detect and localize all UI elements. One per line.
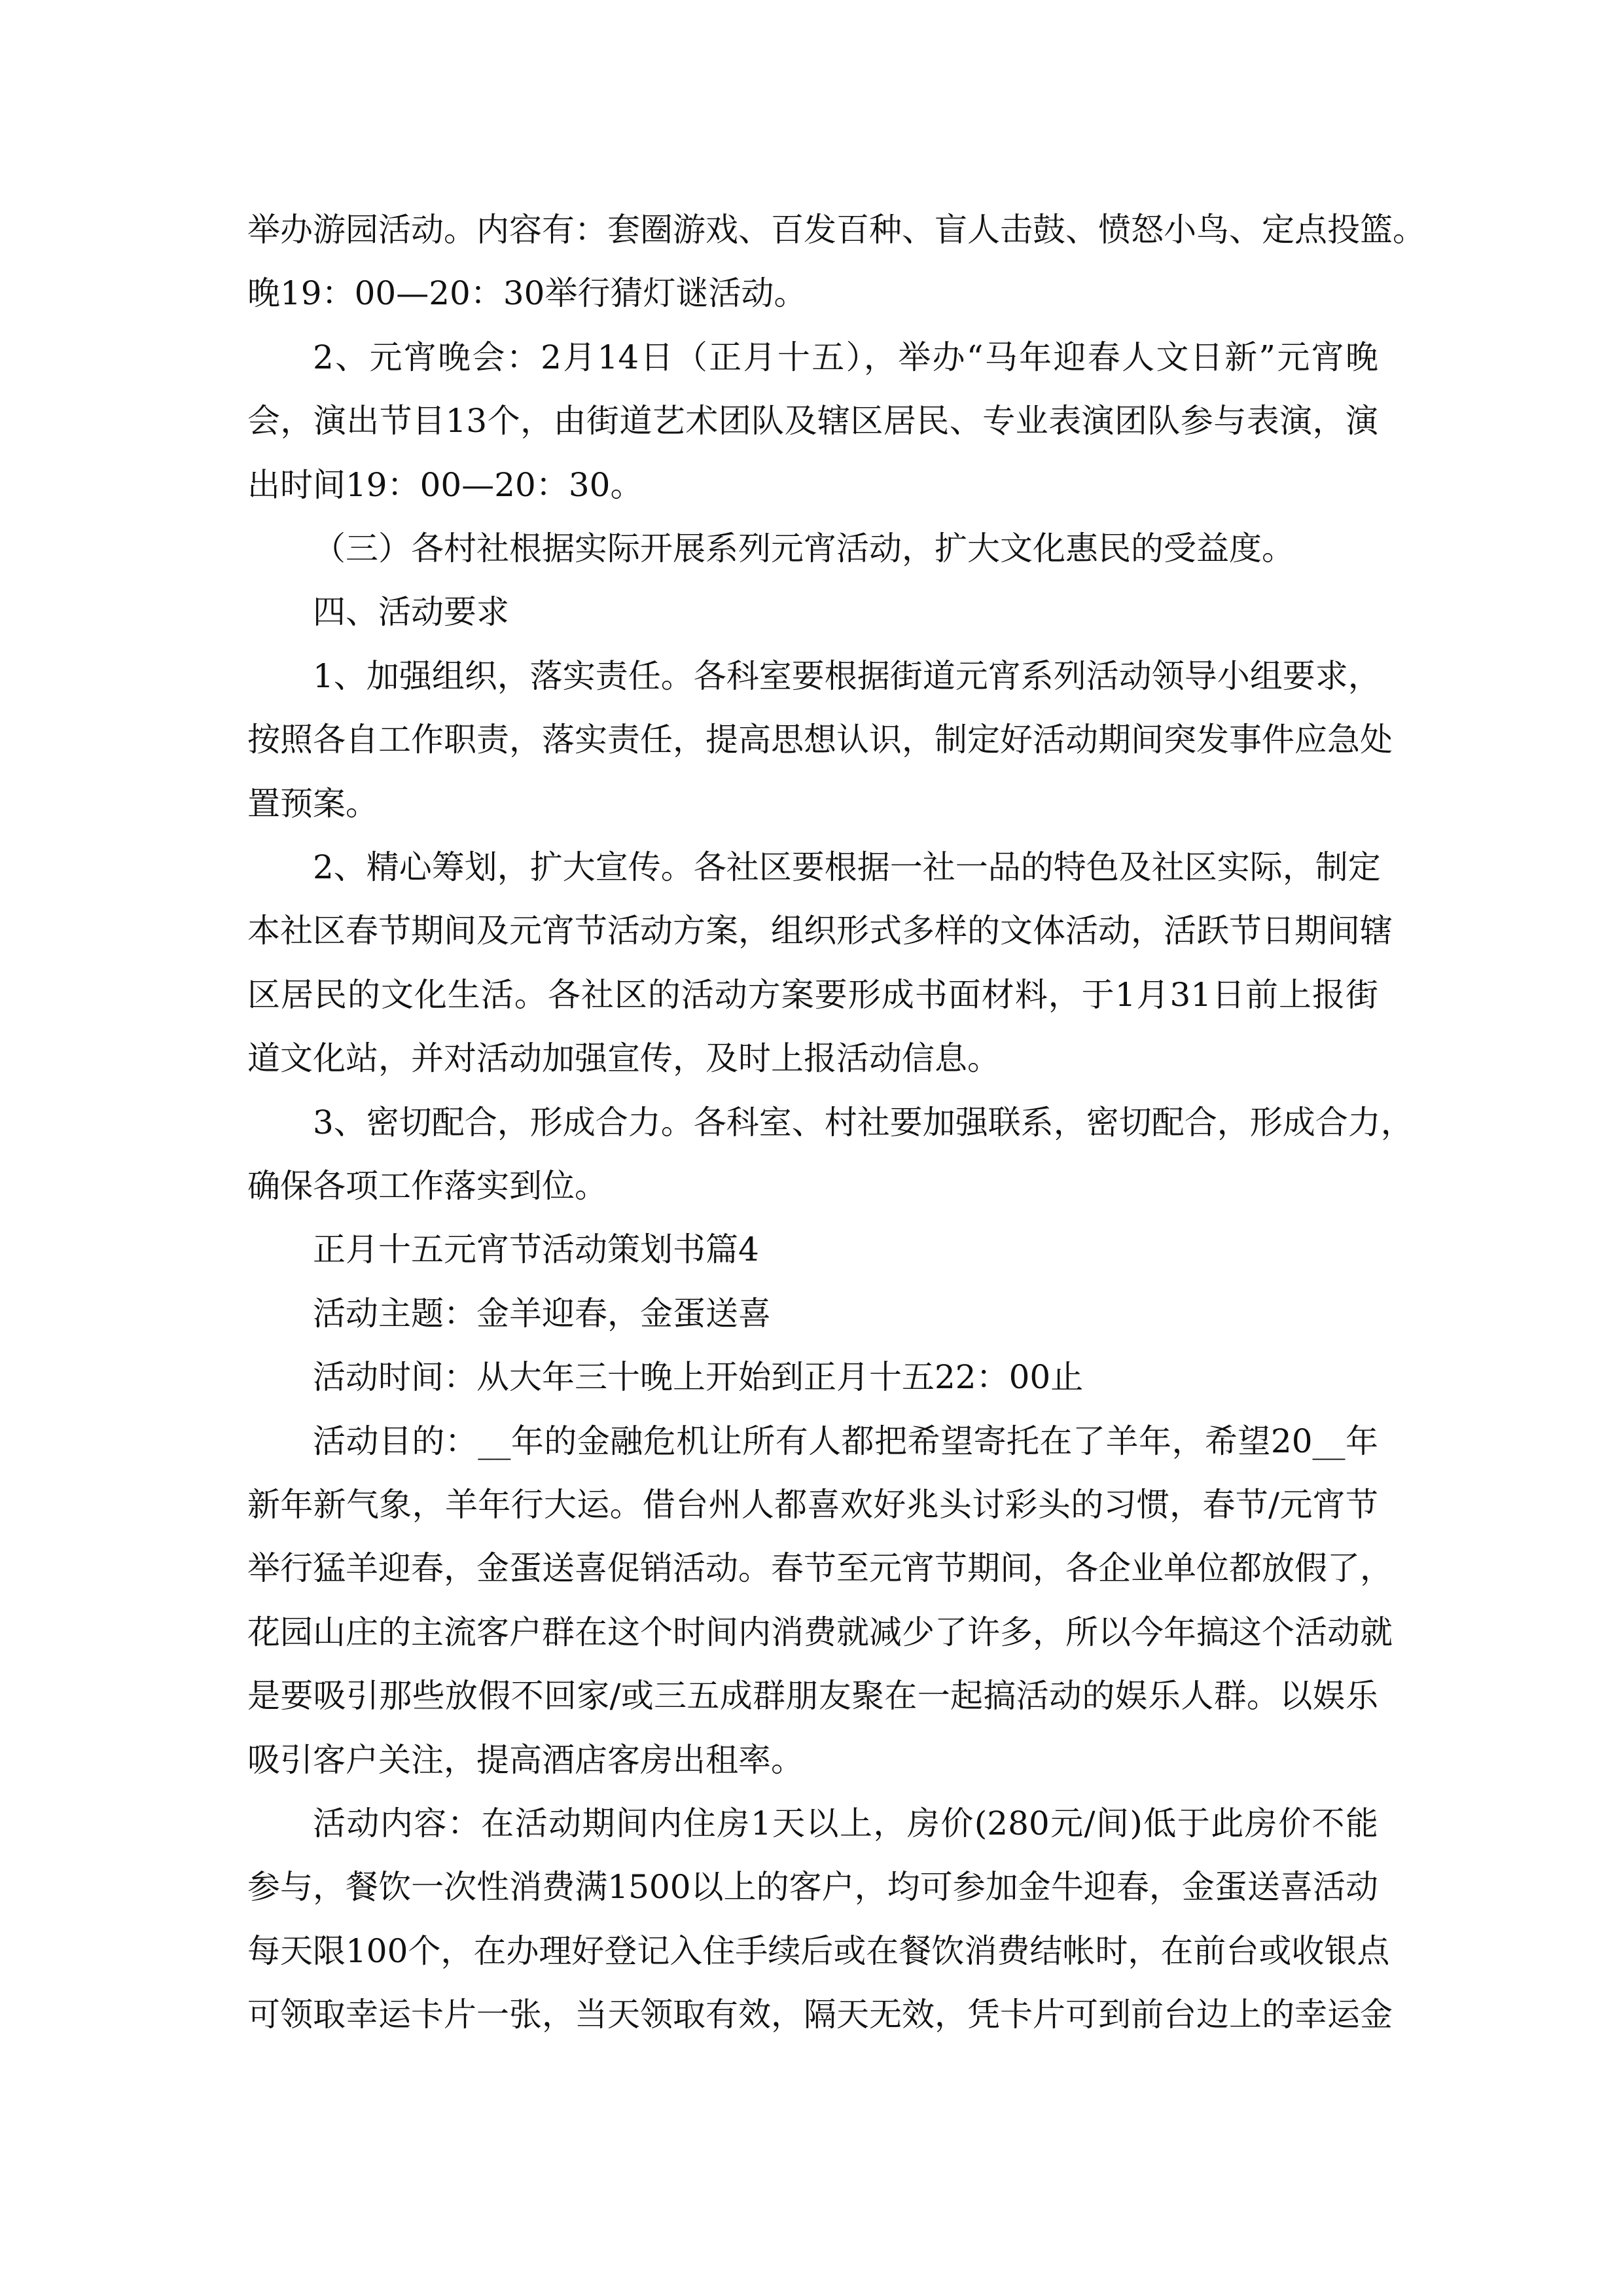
text-line: 活动主题：金羊迎春，金蛋送喜 <box>313 1294 771 1333</box>
text-line: 道文化站，并对活动加强宣传，及时上报活动信息。 <box>247 1039 1000 1078</box>
text-line: 1、加强组织，落实责任。各科室要根据街道元宵系列活动领导小组要求， <box>313 656 1381 695</box>
text-line: 每天限100个，在办理好登记入住手续后或在餐饮消费结帐时，在前台或收银点 <box>247 1931 1390 1970</box>
text-line: 是要吸引那些放假不回家/或三五成群朋友聚在一起搞活动的娱乐人群。以娱乐 <box>247 1677 1378 1715</box>
text-line: 按照各自工作职责，落实责任，提高思想认识，制定好活动期间突发事件应急处 <box>247 721 1393 759</box>
text-line: 四、活动要求 <box>313 593 509 632</box>
text-line: 举行猛羊迎春，金蛋送喜促销活动。春节至元宵节期间，各企业单位都放假了， <box>247 1549 1393 1588</box>
text-line: （三）各村社根据实际开展系列元宵活动，扩大文化惠民的受益度。 <box>313 529 1294 567</box>
text-line: 2、元宵晚会：2月14日（正月十五），举办“马年迎春人文日新”元宵晚 <box>313 338 1378 376</box>
text-line: 2、精心筹划，扩大宣传。各社区要根据一社一品的特色及社区实际，制定 <box>313 848 1381 886</box>
text-line: 出时间19：00—20：30。 <box>247 465 643 504</box>
text-line: 参与，餐饮一次性消费满1500以上的客户，均可参加金牛迎春，金蛋送喜活动 <box>247 1868 1378 1907</box>
text-line: 确保各项工作落实到位。 <box>247 1167 607 1205</box>
text-line: 可领取幸运卡片一张，当天领取有效，隔天无效，凭卡片可到前台边上的幸运金 <box>247 1996 1393 2034</box>
text-line: 花园山庄的主流客户群在这个时间内消费就减少了许多，所以今年搞这个活动就 <box>247 1613 1393 1651</box>
text-line: 3、密切配合，形成合力。各科室、村社要加强联系，密切配合，形成合力， <box>313 1103 1414 1141</box>
text-line: 活动时间：从大年三十晚上开始到正月十五22：00止 <box>313 1358 1084 1397</box>
text-line: 举办游园活动。内容有：套圈游戏、百发百种、盲人击鼓、愤怒小鸟、定点投篮。 <box>247 211 1425 249</box>
text-line: 区居民的文化生活。各社区的活动方案要形成书面材料，于1月31日前上报街 <box>247 975 1378 1014</box>
text-line: 活动内容：在活动期间内住房1天以上，房价(280元/间)低于此房价不能 <box>313 1804 1378 1842</box>
text-line: 晚19：00—20：30举行猜灯谜活动。 <box>247 274 807 313</box>
text-line: 正月十五元宵节活动策划书篇4 <box>313 1230 759 1269</box>
text-line: 新年新气象，羊年行大运。借台州人都喜欢好兆头讨彩头的习惯，春节/元宵节 <box>247 1486 1378 1524</box>
text-line: 置预案。 <box>247 784 378 823</box>
text-line: 本社区春节期间及元宵节活动方案，组织形式多样的文体活动，活跃节日期间辖 <box>247 912 1393 950</box>
text-line: 活动目的：__年的金融危机让所有人都把希望寄托在了羊年，希望20__年 <box>313 1422 1378 1460</box>
text-line: 会，演出节目13个，由街道艺术团队及辖区居民、专业表演团队参与表演，演 <box>247 402 1378 440</box>
text-line: 吸引客户关注，提高酒店客房出租率。 <box>247 1740 804 1779</box>
